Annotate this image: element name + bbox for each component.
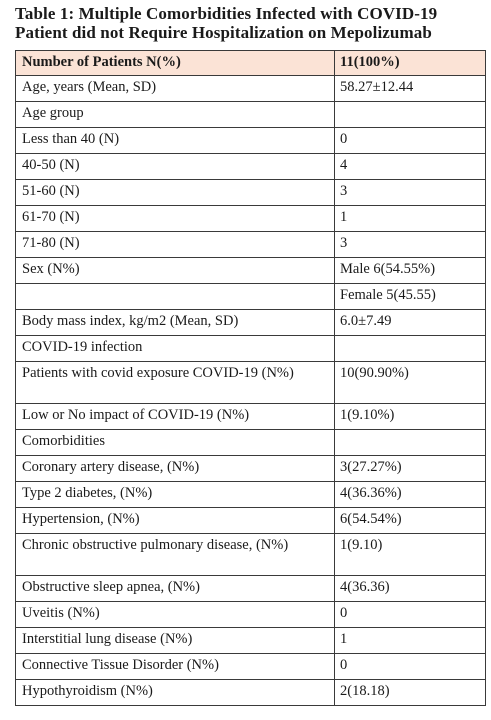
header-cell-value: 11(100%) — [335, 51, 486, 76]
table-row — [16, 258, 486, 284]
row-label: Age, years (Mean, SD) — [16, 76, 335, 102]
row-label: Obstructive sleep apnea, (N%) — [16, 576, 335, 602]
row-label: Connective Tissue Disorder (N%) — [16, 654, 335, 680]
row-label: Body mass index, kg/m2 (Mean, SD) — [16, 310, 335, 336]
comorbidities-table — [15, 50, 486, 706]
row-value: 0 — [335, 602, 486, 628]
row-label: Age group — [16, 102, 335, 128]
row-value: 4 — [335, 154, 486, 180]
table-row — [16, 602, 486, 628]
row-label: Type 2 diabetes, (N%) — [16, 482, 335, 508]
table-row — [16, 76, 486, 102]
row-value: 10(90.90%) — [335, 362, 486, 404]
row-label: Sex (N%) — [16, 258, 335, 284]
table-row — [16, 534, 486, 576]
row-value: 3(27.27%) — [335, 456, 486, 482]
row-value: Female 5(45.55) — [335, 284, 486, 310]
row-value: 0 — [335, 654, 486, 680]
row-value: 1(9.10) — [335, 534, 486, 576]
row-value: 6.0±7.49 — [335, 310, 486, 336]
table-row — [16, 154, 486, 180]
row-label: Less than 40 (N) — [16, 128, 335, 154]
table-row — [16, 206, 486, 232]
row-label: Patients with covid exposure COVID-19 (N%) — [16, 362, 335, 404]
table-row — [16, 362, 486, 404]
table-row — [16, 654, 486, 680]
table-row — [16, 628, 486, 654]
row-label: Low or No impact of COVID-19 (N%) — [16, 404, 335, 430]
table-caption-line-1: Table 1: Multiple Comorbidities Infected with COVID-19 — [15, 4, 438, 23]
row-label: COVID-19 infection — [16, 336, 335, 362]
row-value: 3 — [335, 180, 486, 206]
table-row — [16, 284, 486, 310]
row-label: Uveitis (N%) — [16, 602, 335, 628]
row-value: 1 — [335, 206, 486, 232]
table-caption — [15, 4, 485, 42]
header-cell-label: Number of Patients N(%) — [16, 51, 335, 76]
row-value — [335, 102, 486, 128]
row-value: 2(18.18) — [335, 680, 486, 706]
row-label: Hypothyroidism (N%) — [16, 680, 335, 706]
row-label: 51-60 (N) — [16, 180, 335, 206]
table-header-row — [16, 51, 486, 76]
row-label: Chronic obstructive pulmonary disease, (N%) — [16, 534, 335, 576]
row-label: Comorbidities — [16, 430, 335, 456]
table-row — [16, 508, 486, 534]
table-row — [16, 680, 486, 706]
row-label: 71-80 (N) — [16, 232, 335, 258]
row-value: 4(36.36) — [335, 576, 486, 602]
table-row — [16, 102, 486, 128]
row-label: Coronary artery disease, (N%) — [16, 456, 335, 482]
table-row — [16, 576, 486, 602]
row-value: 1 — [335, 628, 486, 654]
table-row — [16, 482, 486, 508]
table-row — [16, 456, 486, 482]
table-row — [16, 430, 486, 456]
table-row — [16, 128, 486, 154]
table-row — [16, 404, 486, 430]
row-value: 0 — [335, 128, 486, 154]
row-label: Interstitial lung disease (N%) — [16, 628, 335, 654]
table-row — [16, 232, 486, 258]
row-label: 61-70 (N) — [16, 206, 335, 232]
table-row — [16, 336, 486, 362]
table-row — [16, 180, 486, 206]
row-value — [335, 336, 486, 362]
row-label — [16, 284, 335, 310]
row-value: 58.27±12.44 — [335, 76, 486, 102]
row-value: 4(36.36%) — [335, 482, 486, 508]
table-caption-line-2: Patient did not Require Hospitalization on Mepolizumab — [15, 23, 432, 42]
row-label: 40-50 (N) — [16, 154, 335, 180]
row-value: 1(9.10%) — [335, 404, 486, 430]
row-value — [335, 430, 486, 456]
row-value: 6(54.54%) — [335, 508, 486, 534]
row-value: Male 6(54.55%) — [335, 258, 486, 284]
table-row — [16, 310, 486, 336]
row-label: Hypertension, (N%) — [16, 508, 335, 534]
row-value: 3 — [335, 232, 486, 258]
